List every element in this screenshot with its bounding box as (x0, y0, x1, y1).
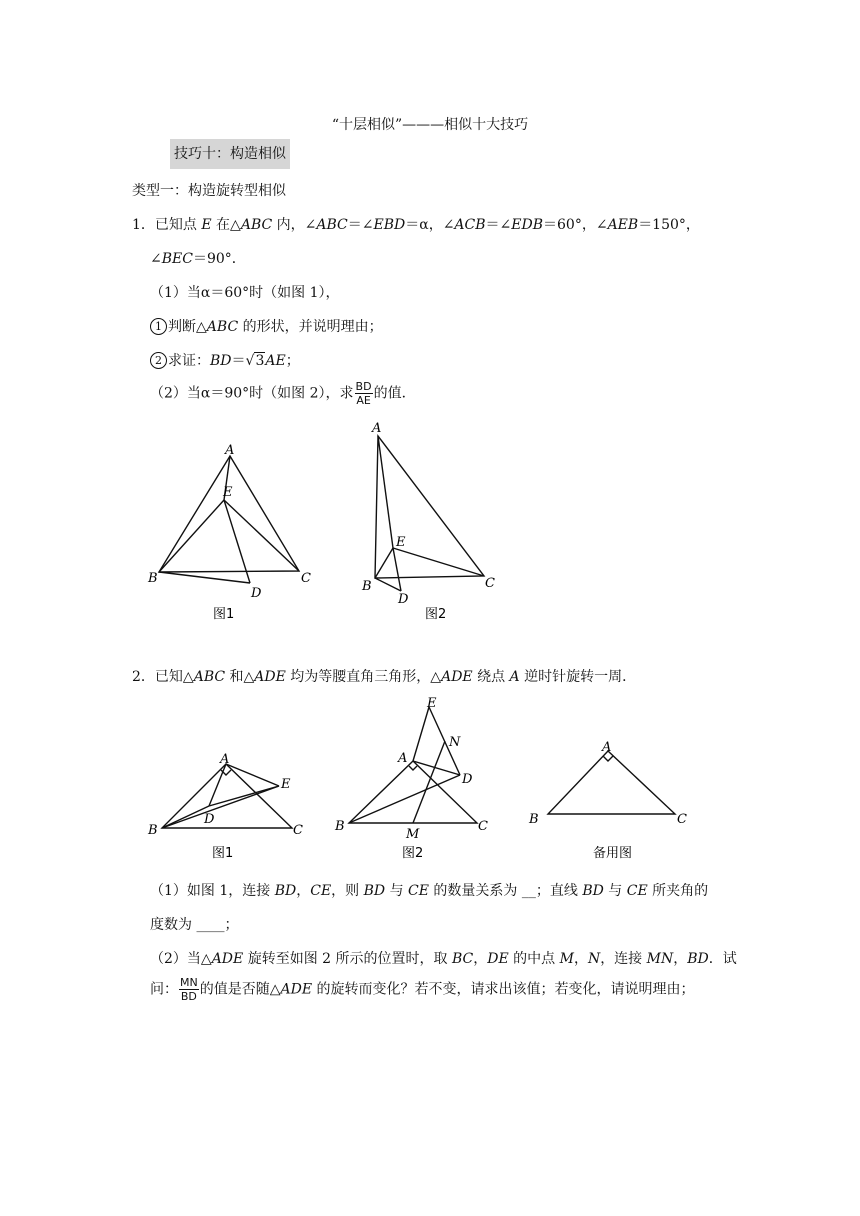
q2-fig3-label-B: B (529, 812, 539, 827)
q1-figure-2 (375, 436, 484, 591)
circled-number-2: 2 (150, 352, 167, 369)
q1-item2: 2 求证：BD＝√3AE； (150, 350, 300, 370)
q1-fig2-label-A: A (372, 421, 382, 436)
q1-fig1-label-E: E (223, 485, 233, 500)
q1-part1: （1）当α＝60°时（如图 1）， (150, 285, 340, 301)
fraction-bd-ae: $\frac{BD}{AE}$ (355, 380, 372, 407)
q1-figure-1 (159, 456, 299, 583)
q2-fig1-label-B: B (148, 823, 158, 838)
q1-fig1-label-A: A (225, 443, 235, 458)
q2-fig2-label-N: N (449, 735, 461, 750)
q2-backup-figure (548, 751, 675, 814)
q2-fig2-label-E: E (427, 696, 437, 711)
type-heading: 类型一：构造旋转型相似 (132, 183, 286, 199)
q2-fig1-label-A: A (220, 752, 230, 767)
q1-fig1-label-D: D (251, 586, 262, 601)
q2-figure-2 (349, 707, 477, 823)
q2-fig2-caption: 图2 (402, 846, 424, 861)
q1-fig1-label-C: C (301, 571, 311, 586)
q2-fig1-label-C: C (293, 823, 303, 838)
fraction-mn-bd: $\frac{MN}{BD}$ (180, 976, 198, 1003)
q1-line2: ∠BEC＝90°． (150, 251, 246, 267)
q2-part2-line1: （2）当△ADE 旋转至如图 2 所示的位置时，取 BC，DE 的中点 M，N，连接 MN，BD．试 (150, 951, 737, 967)
q1-fig2-label-B: B (362, 579, 372, 594)
q1-item1: 1 判断△ABC 的形状，并说明理由； (150, 316, 383, 336)
q2-fig3-label-A: A (602, 740, 612, 755)
q2-figures (140, 690, 700, 870)
q2-fig2-label-M: M (406, 827, 420, 842)
q1-part2: （2）当α＝90°时（如图 2），求 $\frac{BD}{AE}$ 的值． (150, 380, 416, 407)
q1-figures (140, 420, 520, 630)
q1-fig2-label-E: E (396, 535, 406, 550)
q2-fig2-label-D: D (462, 772, 473, 787)
q2-figure-1 (162, 764, 292, 828)
q1-fig1-label-B: B (148, 571, 158, 586)
q2-fig2-label-C: C (478, 819, 488, 834)
q2-fig2-label-A: A (398, 751, 408, 766)
page-title: “十层相似”———相似十大技巧 (331, 117, 529, 133)
q2-fig2-label-B: B (335, 819, 345, 834)
q1-line1: 1．已知点 E 在△ABC 内，∠ABC＝∠EBD＝α，∠ACB＝∠EDB＝60°，∠AEB＝150°， (132, 217, 700, 233)
q2-part2-line2: 问： $\frac{MN}{BD}$ 的值是否随△ADE 的旋转而变化？若不变，请求出该值；若变化，请说明理由； (150, 976, 695, 1003)
q1-fig2-label-D: D (398, 592, 409, 607)
q2-fig1-label-D: D (204, 812, 215, 827)
sqrt-sign: √ (245, 353, 255, 369)
q2-fig3-label-C: C (677, 812, 687, 827)
q2-part1-line1: （1）如图 1，连接 BD，CE，则 BD 与 CE 的数量关系为 __；直线 BD 与 CE 所夹角的 (150, 883, 709, 899)
q2-fig1-label-E: E (281, 777, 291, 792)
q1-fig1-caption: 图1 (213, 607, 235, 622)
q2-fig3-caption: 备用图 (593, 846, 633, 861)
circled-number-1: 1 (150, 318, 167, 335)
q1-fig2-label-C: C (485, 576, 495, 591)
q2-line1: 2．已知△ABC 和△ADE 均为等腰直角三角形，△ADE 绕点 A 逆时针旋转一周． (132, 669, 637, 685)
q1-fig2-caption: 图2 (425, 607, 447, 622)
section-tag: 技巧十：构造相似 (170, 139, 290, 169)
q2-part1-line2: 度数为 ____； (150, 917, 239, 933)
q2-fig1-caption: 图1 (212, 846, 234, 861)
